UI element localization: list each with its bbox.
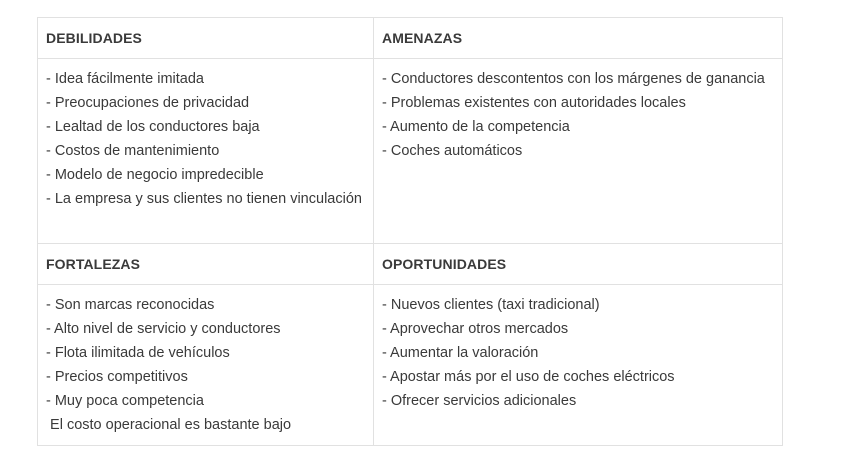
list-item: - Idea fácilmente imitada — [46, 71, 204, 87]
fortalezas-heading: FORTALEZAS — [38, 244, 374, 285]
list-item: - Aumentar la valoración — [382, 345, 539, 361]
fortalezas-cell — [38, 285, 374, 446]
content-row-2 — [38, 285, 783, 446]
list-item: - Aprovechar otros mercados — [382, 321, 569, 337]
list-item: - Preocupaciones de privacidad — [46, 95, 250, 111]
list-item: - Costos de mantenimiento — [46, 143, 220, 159]
list-item: - Conductores descontentos con los márgenes de ganancia — [382, 71, 765, 87]
list-item: - Problemas existentes con autoridades locales — [382, 95, 686, 111]
list-item: - Precios competitivos — [46, 369, 188, 385]
list-item: - Apostar más por el uso de coches eléctricos — [382, 369, 675, 385]
swot-table — [37, 17, 783, 446]
oportunidades-cell — [374, 285, 783, 446]
header-row-1 — [38, 18, 783, 59]
list-item: - Modelo de negocio impredecible — [46, 167, 264, 183]
content-row-1 — [38, 59, 783, 244]
list-item: - La empresa y sus clientes no tienen vinculación — [46, 191, 362, 207]
list-item: - Aumento de la competencia — [382, 119, 570, 135]
list-item: - Flota ilimitada de vehículos — [46, 345, 230, 361]
list-item: - Son marcas reconocidas — [46, 297, 215, 313]
list-item: - Alto nivel de servicio y conductores — [46, 321, 281, 337]
list-item: - Coches automáticos — [382, 143, 523, 159]
debilidades-cell — [38, 59, 374, 244]
list-item: - Muy poca competencia — [46, 393, 204, 409]
amenazas-cell — [374, 59, 783, 244]
list-item: - Nuevos clientes (taxi tradicional) — [382, 297, 600, 313]
list-item: - Lealtad de los conductores baja — [46, 119, 260, 135]
debilidades-heading: DEBILIDADES — [38, 18, 374, 59]
amenazas-heading: AMENAZAS — [374, 18, 783, 59]
list-item: El costo operacional es bastante bajo — [46, 417, 292, 433]
oportunidades-heading: OPORTUNIDADES — [374, 244, 783, 285]
list-item: - Ofrecer servicios adicionales — [382, 393, 577, 409]
header-row-2 — [38, 244, 783, 285]
